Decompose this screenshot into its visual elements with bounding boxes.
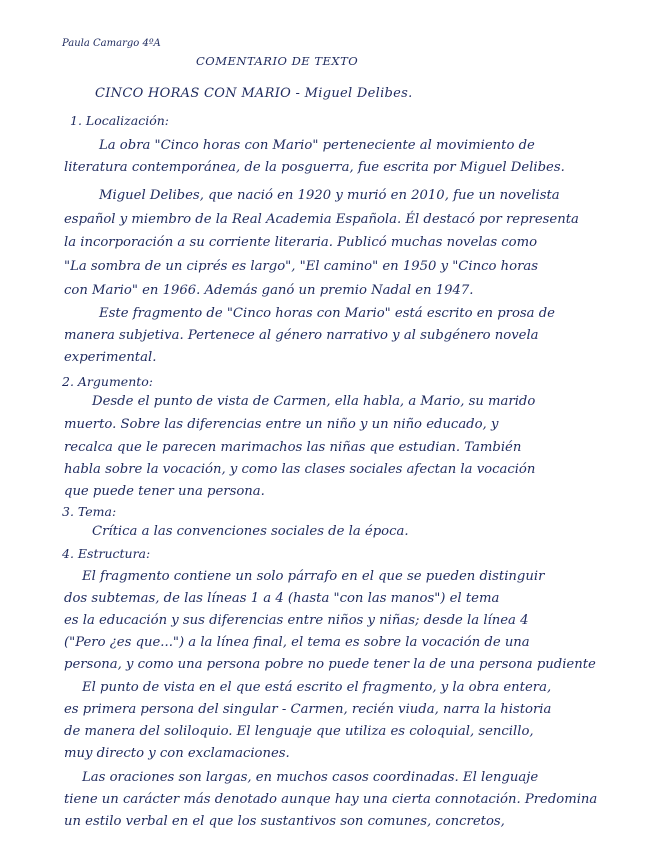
- text-line: de manera del soliloquio. El lenguaje que utiliza es coloquial, sencillo,: [64, 724, 534, 739]
- text-line: persona, y como una persona pobre no puede tener la de una persona pudiente: [64, 657, 596, 672]
- text-line: recalca que le parecen marimachos las niñas que estudian. También: [64, 440, 522, 455]
- text-line: manera subjetiva. Pertenece al género narrativo y al subgénero novela: [64, 328, 539, 343]
- text-line: Este fragmento de "Cinco horas con Mario" está escrito en prosa de: [99, 306, 555, 321]
- text-line: la incorporación a su corriente literaria. Publicó muchas novelas como: [64, 235, 538, 250]
- text-line: La obra "Cinco horas con Mario" perteneciente al movimiento de: [99, 138, 535, 153]
- text-line: un estilo verbal en el que los sustantivos son comunes, concretos,: [64, 814, 505, 829]
- text-line: experimental.: [64, 350, 157, 365]
- text-line: El fragmento contiene un solo párrafo en el que se pueden distinguir: [82, 569, 545, 584]
- text-line: El punto de vista en el que está escrito el fragmento, y la obra entera,: [82, 680, 552, 695]
- section-heading-estructura: 4. Estructura:: [62, 546, 151, 561]
- text-line: es primera persona del singular - Carmen, recién viuda, narra la historia: [64, 702, 552, 717]
- text-line: Desde el punto de vista de Carmen, ella habla, a Mario, su marido: [92, 394, 536, 409]
- text-line: es la educación y sus diferencias entre niños y niñas; desde la línea 4: [64, 613, 529, 628]
- text-line: "La sombra de un ciprés es largo", "El camino" en 1950 y "Cinco horas: [64, 259, 538, 274]
- text-line: español y miembro de la Real Academia Española. Él destacó por representa: [64, 212, 579, 227]
- text-line: Las oraciones son largas, en muchos casos coordinadas. El lenguaje: [82, 770, 539, 785]
- text-line: habla sobre la vocación, y como las clases sociales afectan la vocación: [64, 462, 536, 477]
- text-line: Miguel Delibes, que nació en 1920 y murió en 2010, fue un novelista: [99, 188, 560, 203]
- text-line: con Mario" en 1966. Además ganó un premio Nadal en 1947.: [64, 283, 474, 298]
- work-title: CINCO HORAS CON MARIO - Miguel Delibes.: [95, 86, 413, 101]
- text-line: ("Pero ¿es que...") a la línea final, el tema es sobre la vocación de una: [64, 635, 530, 650]
- section-heading-localizacion: 1. Localización:: [70, 113, 169, 128]
- text-line: muerto. Sobre las diferencias entre un niño y un niño educado, y: [64, 417, 499, 432]
- text-line: que puede tener una persona.: [64, 484, 265, 499]
- text-line: dos subtemas, de las líneas 1 a 4 (hasta "con las manos") el tema: [64, 591, 500, 606]
- text-line: tiene un carácter más denotado aunque hay una cierta connotación. Predomina: [64, 792, 598, 807]
- text-line: Crítica a las convenciones sociales de la época.: [92, 524, 409, 539]
- student-name: Paula Camargo 4ºA: [62, 38, 161, 49]
- document-title: COMENTARIO DE TEXTO: [196, 54, 359, 68]
- text-line: muy directo y con exclamaciones.: [64, 746, 290, 761]
- section-heading-argumento: 2. Argumento:: [62, 374, 154, 389]
- text-line: literatura contemporánea, de la posguerra, fue escrita por Miguel Delibes.: [64, 160, 565, 175]
- section-heading-tema: 3. Tema:: [62, 504, 117, 519]
